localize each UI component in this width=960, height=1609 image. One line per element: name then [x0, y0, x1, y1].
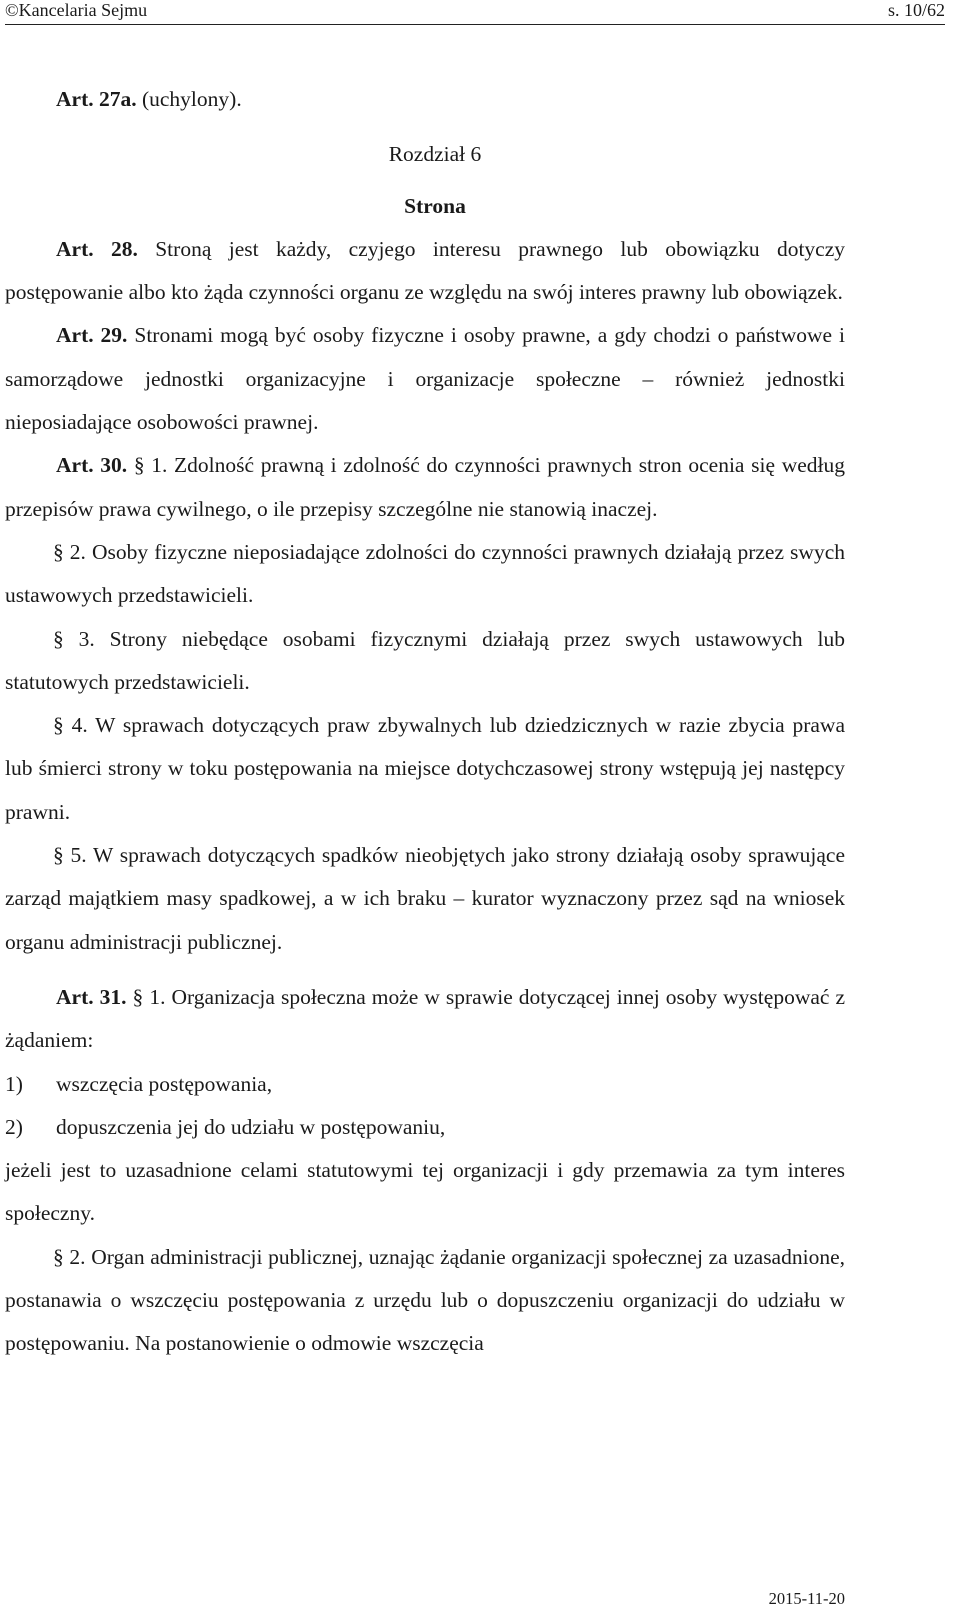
- article-27a: [5, 78, 845, 121]
- article-31-list-tail: jeżeli jest to uzasadnione celami statutowymi tej organizacji i gdy przemawia za tym interes społeczny.: [5, 1158, 845, 1226]
- footer-date: 2015-11-20: [768, 1589, 845, 1608]
- list-item: [5, 1063, 845, 1106]
- paragraph-text: § 1. Organizacja społeczna może w sprawie dotyczącej innej osoby występować z żądaniem:: [5, 984, 845, 1053]
- article-label: Art. 27a.: [56, 87, 137, 111]
- article-30-par-1: [5, 444, 845, 531]
- list-item: [5, 1106, 845, 1149]
- article-label: Art. 31.: [56, 984, 127, 1009]
- article-label: Art. 28.: [56, 236, 138, 261]
- page-header: [5, 0, 945, 25]
- article-text: Stroną jest każdy, czyjego interesu prawnego lub obowiązku dotyczy postępowanie albo kto żąda czynności organu ze względu na swój interes prawny lub obowiązek.: [5, 236, 846, 305]
- article-29: [5, 314, 845, 444]
- article-30-par-5: § 5. W sprawach dotyczących spadków nieobjętych jako strony działają osoby sprawujące zarząd majątkiem masy spadkowej, a w ich braku – kurator wyznaczony przez sąd na wniosek organu administracji publicznej.: [5, 843, 845, 954]
- article-28: [5, 228, 845, 315]
- document-body: [5, 78, 845, 1366]
- list-item-text: wszczęcia postępowania,: [56, 1071, 273, 1096]
- page-number: s. 10/62: [887, 0, 945, 20]
- article-text: Stronami mogą być osoby fizyczne i osoby prawne, a gdy chodzi o państwowe i samorządowe jednostki organizacyjne i organizacje społeczne – również jednostki nieposiadające osobowości prawnej.: [5, 323, 846, 435]
- article-30-par-2: § 2. Osoby fizyczne nieposiadające zdolności do czynności prawnych działają przez swych ustawowych przedstawicieli.: [5, 539, 845, 608]
- list-item-number: 2): [5, 1114, 23, 1139]
- chapter-subtitle: Strona: [404, 193, 466, 218]
- chapter-title: Rozdział 6: [388, 142, 482, 167]
- copyright-text: ©Kancelaria Sejmu: [5, 0, 148, 20]
- article-31-par-2: § 2. Organ administracji publicznej, uznając żądanie organizacji społecznej za uzasadnione, postanawia o wszczęciu postępowania z urzędu lub o dopuszczeniu organizacji do udziału w postępowaniu. Na postanowienie o odmowie wszczęcia: [5, 1244, 845, 1356]
- article-30-par-3: § 3. Strony niebędące osobami fizycznymi działają przez swych ustawowych lub statutowych przedstawicieli.: [5, 626, 845, 694]
- article-label: Art. 30.: [56, 453, 128, 478]
- list-item-number: 1): [5, 1071, 23, 1096]
- paragraph-text: § 1. Zdolność prawną i zdolność do czynności prawnych stron ocenia się według przepisów prawa cywilnego, o ile przepisy szczególne nie stanowią inaczej.: [5, 453, 845, 521]
- article-30-par-4: § 4. W sprawach dotyczących praw zbywalnych lub dziedzicznych w razie zbycia prawa lub śmierci strony w toku postępowania na miejsce dotychczasowej strony wstępują jej następcy prawni.: [5, 713, 845, 824]
- article-text: (uchylony).: [136, 87, 242, 111]
- article-31-par-1: [5, 976, 845, 1063]
- article-label: Art. 29.: [56, 323, 128, 348]
- list-item-text: dopuszczenia jej do udziału w postępowaniu,: [56, 1114, 446, 1139]
